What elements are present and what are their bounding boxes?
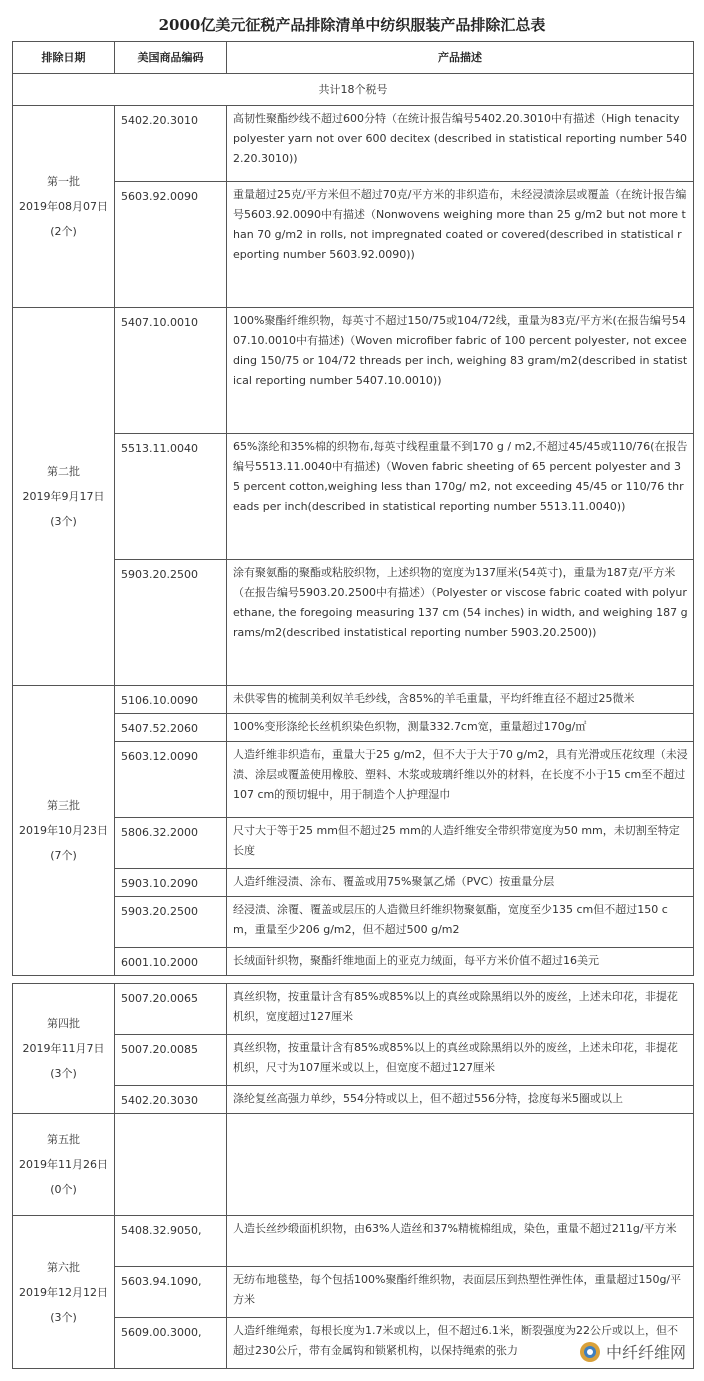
batch-date: 2019年9月17日 bbox=[22, 490, 105, 503]
batch-label: 第四批 bbox=[47, 1017, 80, 1030]
watermark bbox=[580, 1340, 686, 1363]
batch-label: 第一批 bbox=[47, 175, 80, 188]
exclusion-table-continued bbox=[12, 983, 694, 1369]
table-row bbox=[13, 1114, 694, 1216]
product-description: 真丝织物，按重量计含有85%或85%以上的真丝或除黑绢以外的废丝，上述未印花，非提花机织，尺寸为107厘米或以上，但宽度不超过127厘米 bbox=[227, 1035, 694, 1086]
product-description: 尺寸大于等于25 mm但不超过25 mm的人造纤维安全带织带宽度为50 mm，未切割至特定长度 bbox=[227, 818, 694, 869]
product-description: 长绒面针织物，聚酯纤维地面上的亚克力绒面，每平方米价值不超过16美元 bbox=[227, 948, 694, 976]
hts-code-empty bbox=[115, 1114, 227, 1216]
product-description: 未供零售的梳制美利奴羊毛纱线，含85%的羊毛重量，平均纤维直径不超过25微米 bbox=[227, 686, 694, 714]
exclusion-table bbox=[12, 41, 694, 976]
batch-label: 第二批 bbox=[47, 465, 80, 478]
table-row bbox=[13, 897, 694, 948]
batch-date: 2019年10月23日 bbox=[19, 824, 108, 837]
table-row bbox=[13, 1216, 694, 1267]
batch-cell bbox=[13, 1114, 115, 1216]
hts-code: 5903.20.2500 bbox=[115, 560, 227, 686]
header-date: 排除日期 bbox=[13, 42, 115, 74]
product-description: 人造长丝纱缎面机织物，由63%人造丝和37%精梳棉组成，染色，重量不超过211g/平方米 bbox=[227, 1216, 694, 1267]
table-row bbox=[13, 869, 694, 897]
product-description: 人造纤维非织造布，重量大于25 g/m2，但不大于大于70 g/m2，具有光滑或压花纹理（未浸渍、涂层或覆盖使用橡胶、塑料、木浆或玻璃纤维以外的材料，在长度不小于15 cm至不超过107 cm的预切辊中，用于制造个人护理湿巾 bbox=[227, 742, 694, 818]
batch-count: (3个) bbox=[50, 1310, 77, 1324]
hts-code: 5603.94.1090, bbox=[115, 1267, 227, 1318]
hts-code: 5806.32.2000 bbox=[115, 818, 227, 869]
batch-date: 2019年11月26日 bbox=[19, 1158, 108, 1171]
batch-count: (3个) bbox=[50, 1067, 77, 1080]
batch-count: (7个) bbox=[50, 849, 77, 862]
hts-code: 5603.12.0090 bbox=[115, 742, 227, 818]
product-description-empty bbox=[227, 1114, 694, 1216]
batch-label: 第六批 bbox=[47, 1260, 80, 1274]
table-row bbox=[13, 106, 694, 182]
fiber-logo-icon bbox=[580, 1342, 600, 1362]
table-row bbox=[13, 714, 694, 742]
hts-code: 5407.52.2060 bbox=[115, 714, 227, 742]
hts-code: 5407.10.0010 bbox=[115, 308, 227, 434]
batch-label: 第三批 bbox=[47, 799, 80, 812]
hts-code: 5609.00.3000, bbox=[115, 1318, 227, 1369]
watermark-text: 中纤纤维网 bbox=[605, 1343, 686, 1362]
batch-date: 2019年08月07日 bbox=[19, 200, 108, 213]
batch-cell bbox=[13, 106, 115, 308]
product-description: 涤纶复丝高强力单纱，554分特或以上，但不超过556分特，捻度每米5圈或以上 bbox=[227, 1086, 694, 1114]
hts-code: 5007.20.0085 bbox=[115, 1035, 227, 1086]
hts-code: 5007.20.0065 bbox=[115, 984, 227, 1035]
product-description: 重量超过25克/平方米但不超过70克/平方米的非织造布，未经浸渍涂层或覆盖（在统计报告编号5603.92.0090中有描述（Nonwovens weighing more than 25 g/m2 but not more than 70 g/m2 in rolls, not impregnated coated or covered(described in statistical reporting number 5603.92.0090)) bbox=[227, 182, 694, 308]
product-description: 高韧性聚酯纱线不超过600分特（在统计报告编号5402.20.3010中有描述（High tenacity polyester yarn not over 600 decitex (described in statistical reporting number 5402.20.3010)) bbox=[227, 106, 694, 182]
batch-count: (2个) bbox=[50, 225, 77, 238]
hts-code: 5106.10.0090 bbox=[115, 686, 227, 714]
table-row bbox=[13, 1267, 694, 1318]
batch-count: (0个) bbox=[50, 1183, 77, 1196]
hts-code: 5903.20.2500 bbox=[115, 897, 227, 948]
hts-code: 5402.20.3030 bbox=[115, 1086, 227, 1114]
table-row bbox=[13, 686, 694, 714]
batch-cell bbox=[13, 984, 115, 1114]
hts-code: 5408.32.9050, bbox=[115, 1216, 227, 1267]
product-description: 人造纤维绳索，每根长度为1.7米或以上，但不超过6.1米，断裂强度为22公斤或以上，但不超过230公斤，带有金属钩和锁紧机构，以保持绳索的张力 bbox=[227, 1318, 694, 1369]
product-description: 65%涤纶和35%棉的织物布,每英寸线程重量不到170 g / m2,不超过45/45或110/76(在报告编号5513.11.0040中有描述)（Woven fabric sheeting of 65 percent polyester and 35 percent cotton,weighing less than 170g/ m2, not exceeding 45/45 or 110/76 threads per inch(described in statistical reporting number 5513.11.0040)) bbox=[227, 434, 694, 560]
product-description: 经浸渍、涂覆、覆盖或层压的人造微旦纤维织物聚氨酯，宽度至少135 cm但不超过150 cm，重量至少206 g/m2，但不超过500 g/m2 bbox=[227, 897, 694, 948]
page-title: 2000亿美元征税产品排除清单中纺织服装产品排除汇总表 bbox=[158, 16, 546, 34]
table-row bbox=[13, 984, 694, 1035]
hts-code: 6001.10.2000 bbox=[115, 948, 227, 976]
table-row bbox=[13, 948, 694, 976]
product-description: 100%聚酯纤维织物，每英寸不超过150/75或104/72线，重量为83克/平方米(在报告编号5407.10.0010中有描述)（Woven microfiber fabric of 100 percent polyester, not exceeding 150/75 or 104/72 threads per inch, weighing 83 gram/m2(described in statistical reporting number 5407.10.0010)) bbox=[227, 308, 694, 434]
table-row bbox=[13, 434, 694, 560]
product-description: 真丝织物，按重量计含有85%或85%以上的真丝或除黑绢以外的废丝，上述未印花，非提花机织，宽度超过127厘米 bbox=[227, 984, 694, 1035]
hts-code: 5402.20.3010 bbox=[115, 106, 227, 182]
table-header-row bbox=[13, 42, 694, 74]
batch-cell bbox=[13, 308, 115, 686]
hts-code: 5513.11.0040 bbox=[115, 434, 227, 560]
batch-count: (3个) bbox=[50, 515, 77, 528]
product-description: 100%变形涤纶长丝机织染色织物，测量332.7cm宽，重量超过170g/㎡ bbox=[227, 714, 694, 742]
product-description: 涂有聚氨酯的聚酯或粘胶织物，上述织物的宽度为137厘米(54英寸)，重量为187克/平方米（在报告编号5903.20.2500中有描述）（Polyester or viscose fabric coated with polyurethane, the foregoing measuring 137 cm (54 inches) in width, and weighing 187 grams/m2(described instatistical reporting number 5903.20.2500)) bbox=[227, 560, 694, 686]
batch-cell bbox=[13, 1216, 115, 1369]
batch-label: 第五批 bbox=[47, 1133, 80, 1146]
hts-code: 5903.10.2090 bbox=[115, 869, 227, 897]
batch-cell bbox=[13, 686, 115, 976]
header-description: 产品描述 bbox=[227, 42, 694, 74]
total-row bbox=[13, 74, 694, 106]
header-code: 美国商品编码 bbox=[115, 42, 227, 74]
product-description: 无纺布地毯垫，每个包括100%聚酯纤维织物，表面层压到热塑性弹性体，重量超过150g/平方米 bbox=[227, 1267, 694, 1318]
table-row bbox=[13, 742, 694, 818]
table-row bbox=[13, 818, 694, 869]
batch-date: 2019年11月7日 bbox=[22, 1042, 105, 1055]
batch-date: 2019年12月12日 bbox=[19, 1285, 108, 1299]
table-row bbox=[13, 1035, 694, 1086]
hts-code: 5603.92.0090 bbox=[115, 182, 227, 308]
table-row bbox=[13, 1086, 694, 1114]
table-row bbox=[13, 308, 694, 434]
table-row bbox=[13, 560, 694, 686]
total-count: 共计18个税号 bbox=[13, 74, 694, 106]
table-row bbox=[13, 182, 694, 308]
product-description: 人造纤维浸渍、涂布、覆盖或用75%聚氯乙烯（PVC）按重量分层 bbox=[227, 869, 694, 897]
